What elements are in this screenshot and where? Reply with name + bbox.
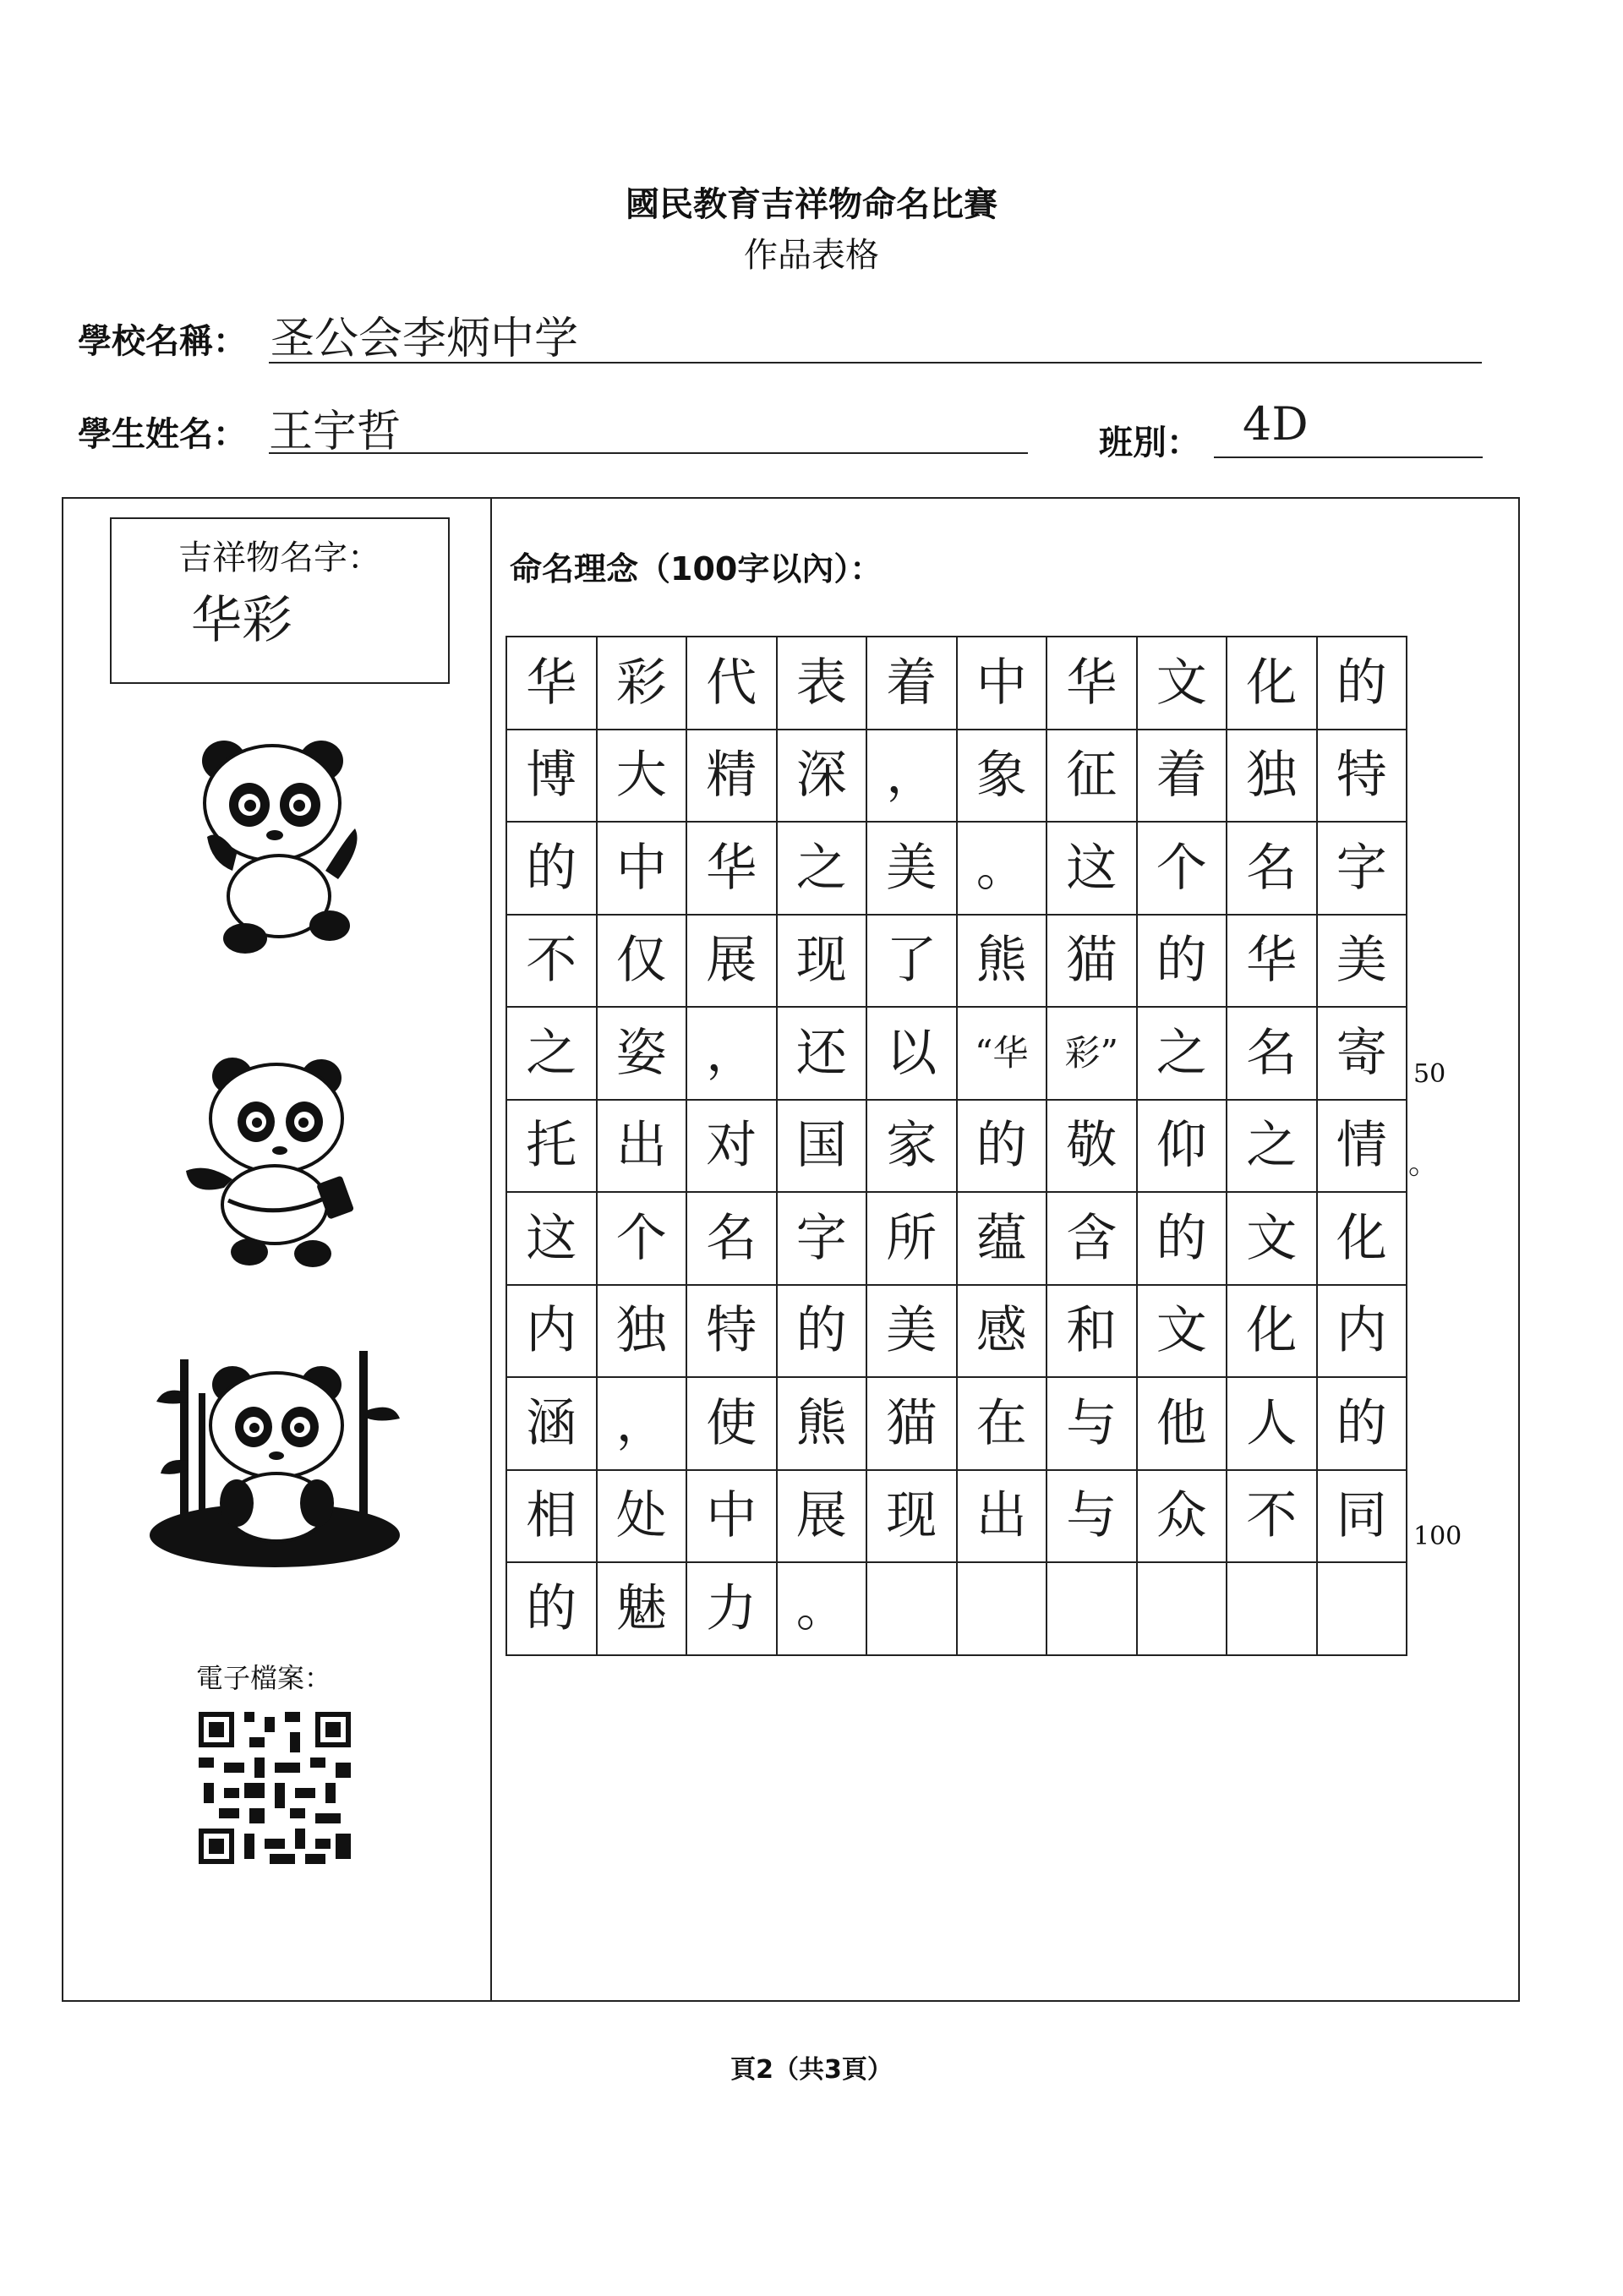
- grid-cell: 化: [1227, 637, 1318, 730]
- grid-cell: 不: [507, 916, 598, 1009]
- grid-cell: 中: [598, 823, 688, 916]
- grid-cell: 华: [687, 823, 778, 916]
- grid-cell: 彩”: [1047, 1008, 1138, 1101]
- grid-cell: 美: [867, 823, 958, 916]
- marker-50: 50: [1413, 1059, 1446, 1089]
- grid-cell: 蕴: [958, 1193, 1048, 1286]
- panda-running-icon: [182, 1052, 368, 1272]
- qr-label: 電子檔案：: [196, 1662, 332, 1694]
- grid-cell: 名: [1227, 823, 1318, 916]
- grid-cell: 独: [1227, 730, 1318, 823]
- grid-cell: 敬: [1047, 1101, 1138, 1194]
- grid-cell: 现: [778, 916, 868, 1009]
- grid-cell: 的: [778, 1286, 868, 1379]
- grid-cell: 以: [867, 1008, 958, 1101]
- grid-cell: 个: [1138, 823, 1228, 916]
- grid-cell: 。: [958, 823, 1048, 916]
- student-underline: [269, 452, 1028, 454]
- concept-label: 命名理念（100字以內）：: [510, 550, 883, 588]
- marker-100: 100: [1413, 1522, 1462, 1551]
- overflow-mark: 。: [1408, 1146, 1440, 1181]
- grid-cell: 之: [778, 823, 868, 916]
- grid-cell: 象: [958, 730, 1048, 823]
- grid-cell: 国: [778, 1101, 868, 1194]
- grid-cell: [1227, 1563, 1318, 1656]
- grid-cell: 处: [598, 1471, 688, 1564]
- grid-cell: 代: [687, 637, 778, 730]
- grid-cell: 华: [1047, 637, 1138, 730]
- grid-cell: 化: [1318, 1193, 1408, 1286]
- grid-cell: 博: [507, 730, 598, 823]
- grid-cell: 力: [687, 1563, 778, 1656]
- grid-cell: 美: [1318, 916, 1408, 1009]
- grid-cell: 化: [1227, 1286, 1318, 1379]
- grid-cell: 情: [1318, 1101, 1408, 1194]
- form-title: 國民教育吉祥物命名比賽: [626, 185, 997, 224]
- grid-cell: 精: [687, 730, 778, 823]
- grid-cell: 名: [1227, 1008, 1318, 1101]
- grid-cell: 深: [778, 730, 868, 823]
- grid-cell: 所: [867, 1193, 958, 1286]
- grid-cell: 的: [1318, 1378, 1408, 1471]
- grid-cell: 不: [1227, 1471, 1318, 1564]
- grid-cell: 相: [507, 1471, 598, 1564]
- grid-cell: 姿: [598, 1008, 688, 1101]
- mascot-name-value: 华彩: [191, 591, 292, 650]
- grid-cell: 这: [1047, 823, 1138, 916]
- grid-cell: 众: [1138, 1471, 1228, 1564]
- grid-cell: 文: [1227, 1193, 1318, 1286]
- grid-cell: 字: [778, 1193, 868, 1286]
- grid-cell: 他: [1138, 1378, 1228, 1471]
- grid-cell: 字: [1318, 823, 1408, 916]
- page-number: 頁2（共3頁）: [730, 2055, 893, 2085]
- grid-cell: 着: [867, 637, 958, 730]
- grid-cell: ，: [687, 1008, 778, 1101]
- grid-cell: 现: [867, 1471, 958, 1564]
- grid-cell: 之: [507, 1008, 598, 1101]
- grid-cell: 的: [1138, 916, 1228, 1009]
- grid-cell: 仅: [598, 916, 688, 1009]
- grid-cell: 的: [958, 1101, 1048, 1194]
- grid-cell: “华: [958, 1008, 1048, 1101]
- school-underline: [269, 362, 1482, 364]
- grid-cell: 涵: [507, 1378, 598, 1471]
- grid-cell: 家: [867, 1101, 958, 1194]
- grid-cell: 仰: [1138, 1101, 1228, 1194]
- grid-cell: 美: [867, 1286, 958, 1379]
- grid-cell: 的: [1318, 637, 1408, 730]
- grid-cell: 内: [507, 1286, 598, 1379]
- grid-cell: ，: [867, 730, 958, 823]
- grid-cell: 个: [598, 1193, 688, 1286]
- grid-cell: 展: [778, 1471, 868, 1564]
- panda-waving-icon: [186, 727, 363, 955]
- grid-cell: 使: [687, 1378, 778, 1471]
- grid-cell: [867, 1563, 958, 1656]
- grid-cell: 征: [1047, 730, 1138, 823]
- class-value: 4D: [1243, 397, 1309, 451]
- grid-cell: 着: [1138, 730, 1228, 823]
- grid-cell: ，: [598, 1378, 688, 1471]
- grid-cell: 熊: [778, 1378, 868, 1471]
- grid-cell: 与: [1047, 1378, 1138, 1471]
- grid-cell: [1047, 1563, 1138, 1656]
- grid-cell: 文: [1138, 1286, 1228, 1379]
- writing-grid: [505, 636, 1407, 1656]
- grid-cell: 寄: [1318, 1008, 1408, 1101]
- grid-cell: 同: [1318, 1471, 1408, 1564]
- grid-cell: 含: [1047, 1193, 1138, 1286]
- grid-cell: 猫: [867, 1378, 958, 1471]
- school-value: 圣公会李炳中学: [270, 314, 579, 364]
- grid-cell: 大: [598, 730, 688, 823]
- grid-cell: 出: [958, 1471, 1048, 1564]
- grid-cell: 和: [1047, 1286, 1138, 1379]
- grid-cell: 文: [1138, 637, 1228, 730]
- panel-divider: [490, 497, 492, 2002]
- grid-cell: [1138, 1563, 1228, 1656]
- grid-cell: 熊: [958, 916, 1048, 1009]
- grid-cell: [1318, 1563, 1408, 1656]
- grid-cell: 的: [507, 823, 598, 916]
- grid-cell: 中: [958, 637, 1048, 730]
- grid-cell: 独: [598, 1286, 688, 1379]
- class-underline: [1214, 456, 1483, 458]
- grid-cell: 魅: [598, 1563, 688, 1656]
- grid-cell: 的: [1138, 1193, 1228, 1286]
- form-subtitle: 作品表格: [744, 236, 879, 275]
- grid-cell: 人: [1227, 1378, 1318, 1471]
- grid-cell: 对: [687, 1101, 778, 1194]
- grid-cell: 彩: [598, 637, 688, 730]
- grid-cell: 特: [1318, 730, 1408, 823]
- mascot-name-label: 吉祥物名字：: [178, 538, 381, 577]
- grid-cell: 这: [507, 1193, 598, 1286]
- grid-cell: 中: [687, 1471, 778, 1564]
- grid-cell: [958, 1563, 1048, 1656]
- class-label: 班別：: [1099, 424, 1200, 462]
- grid-cell: 出: [598, 1101, 688, 1194]
- grid-cell: 内: [1318, 1286, 1408, 1379]
- panda-bamboo-icon: [148, 1342, 402, 1571]
- student-value: 王宇哲: [269, 407, 402, 457]
- grid-cell: 华: [1227, 916, 1318, 1009]
- grid-cell: 华: [507, 637, 598, 730]
- grid-cell: 的: [507, 1563, 598, 1656]
- grid-cell: 托: [507, 1101, 598, 1194]
- grid-cell: 了: [867, 916, 958, 1009]
- school-label: 學校名稱：: [78, 322, 247, 361]
- qr-code-icon[interactable]: [199, 1712, 351, 1864]
- grid-cell: 之: [1138, 1008, 1228, 1101]
- grid-cell: 与: [1047, 1471, 1138, 1564]
- grid-cell: 表: [778, 637, 868, 730]
- grid-cell: 在: [958, 1378, 1048, 1471]
- grid-cell: 之: [1227, 1101, 1318, 1194]
- grid-cell: 感: [958, 1286, 1048, 1379]
- grid-cell: 还: [778, 1008, 868, 1101]
- student-label: 學生姓名：: [78, 415, 247, 454]
- grid-cell: 猫: [1047, 916, 1138, 1009]
- grid-cell: 。: [778, 1563, 868, 1656]
- grid-cell: 展: [687, 916, 778, 1009]
- grid-cell: 名: [687, 1193, 778, 1286]
- grid-cell: 特: [687, 1286, 778, 1379]
